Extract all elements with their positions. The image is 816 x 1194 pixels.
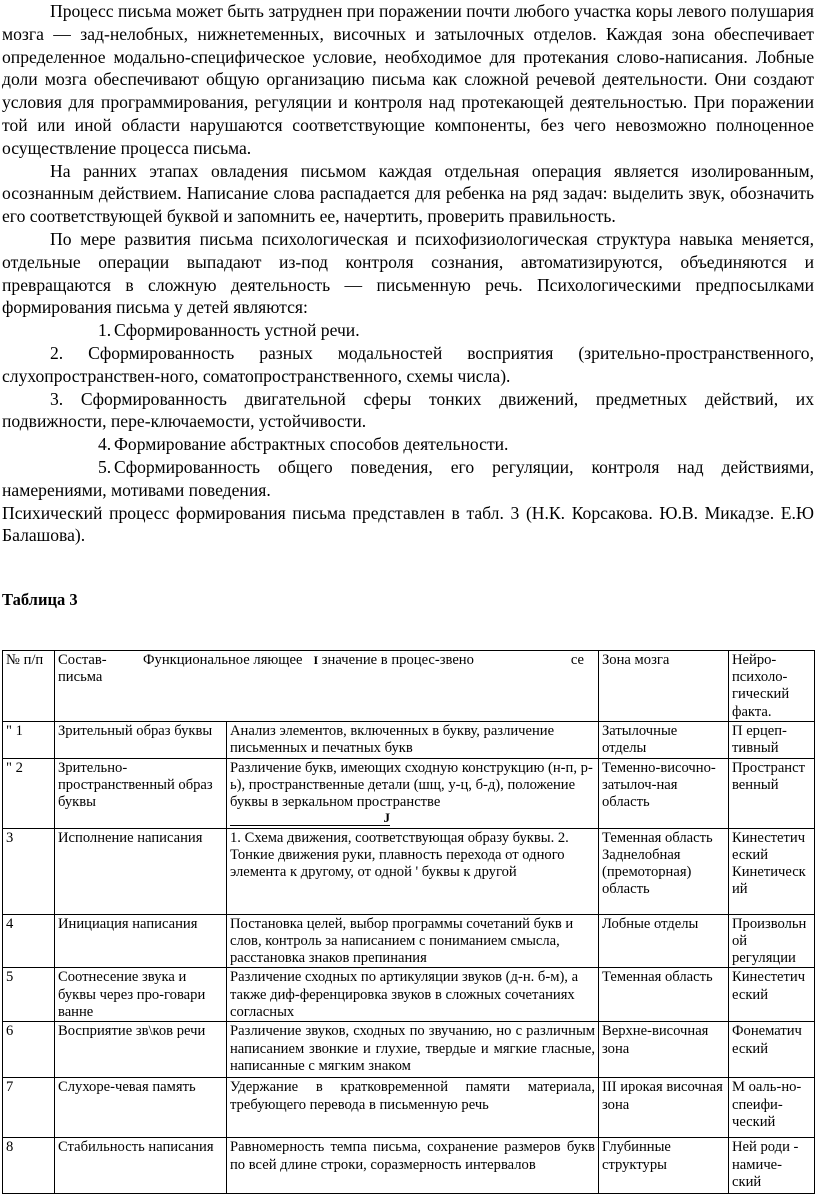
paragraph-4: Психический процесс формирования письма представлен в табл. 3 (Н.К. Корсакова. Ю.В. Микадзе. Е.Ю Балашова). (2, 502, 814, 546)
list-item: 1. Сформированность устной речи. (98, 320, 360, 341)
paragraph-3: По мере развития письма психологическая и психофизиологическая структура навыка меняется, отдельные операции выпадают из-под контроля сознания, автоматизируются, объединяются и превращаются в сложную деятельность — письменную речь. Психологическими предпосылками формирования письма у детей являются: (2, 228, 814, 318)
data-table (2, 650, 815, 1194)
table-row: 7 Слухоре-чевая память Удержание в кратковременной памяти материала, требующего перевода в письменную речь III ирокая височная зона М оаль-но-спеифи-ческий (3, 1078, 815, 1138)
table-row: " 1 Зрительный образ буквы Анализ элементов, включенных в букву, различение письменных и печатных букв Затылочные отделы П ерцеп-тивный (3, 721, 815, 758)
header-number: № п/п (3, 651, 55, 722)
table-header-row (3, 651, 815, 722)
table-row: 8 Стабильность написания Равномерность темпа письма, сохранение размеров букв по всей длине строки, соразмерность интервалов Глубинные структуры Ней роди - намиче-ский (3, 1138, 815, 1194)
list-item: 2. Сформированность разных модальностей восприятия (зрительно-пространственного, слухопространствен-ного, соматопространственного, схемы числа). (2, 342, 815, 386)
table-row: 4 Инициация написания Постановка целей, выбор программы сочетаний букв и слов, контроль за написанием с пониманием смысла, расстановка знаков препинания Лобные отделы Произвольн ой регуляции (3, 914, 815, 968)
table-row: 5 Соотнесение звука и буквы через про-говари ванне Различение сходных по артикуляции звуков (д-н. б-м), а также диф-ференцировка звуков в сложных сочетаниях согласных Теменная область Кинестетич еский (3, 968, 815, 1022)
paragraph-1: Процесс письма может быть затруднен при поражении почти любого участка коры левого полушария мозга — зад-нелобных, нижнетеменных, височных и затылочных отделов. Каждая зона обеспечивает определенное модально-специфическое условие, необходимое для протекания слово-написания. Лобные доли мозга обеспечивают общую организацию письма как сложной речевой деятельности. Они создают условия для программирования, регуляции и контроля над протекающей деятельностью. При поражении той или иной области нарушаются соответствующие компоненты, без чего невозможно полноценное осуществление процесса письма. (2, 1, 814, 158)
paragraph-2: На ранних этапах овладения письмом каждая отдельная операция является изолированным, осознанным действием. Написание слова распадается для ребенка на ряд задач: выделить звук, обозначить его соответствующей буквой и запомнить ее, начертить, проверить правильность. (2, 160, 814, 227)
header-zone: Зона мозга (599, 651, 729, 722)
list-item: 5. Сформированность общего поведения, его регуляции, контроля над действиями, намерениями, мотивами поведения. (2, 456, 814, 500)
list-item: 4. Формирование абстрактных способов деятельности. (98, 434, 509, 455)
document-page (0, 0, 816, 547)
list-item: 3. Сформированность двигательной сферы тонких движений, предметных действий, их подвижности, пере-ключаемости, устойчивости. (2, 388, 814, 432)
signature-mark: J (230, 811, 390, 826)
table-row: " 2 Зрительно-пространственный образ буквы Различение букв, имеющих сходную конструкцию (н-п, р-ь), пространственные детали (шщ, у-ц, б-д), положение буквы в зеркальном пространстве J Теменно-височно-затылоч-ная область Пространст венный (3, 758, 815, 828)
header-factor: Нейро-психоло-гический факта. (729, 651, 815, 722)
table-title: Таблица 3 (2, 590, 78, 609)
table-row: 6 Восприятие зв\ков речи Различение звуков, сходных по звучанию, но с различным написанием звонкие и глухие, твердые и мягкие гласные, написанные с мягким знаком Верхне-височная зона Фонематич еский (3, 1022, 815, 1078)
table-row: 3 Исполнение написания 1. Схема движения, соответствующая образу буквы. 2. Тонкие движения руки, плавность перехода от одного элемента к другому, от одной ' буквы к другой Теменная область Заднелобная (премоторная) область Кинестетич еский Кинетическ ий (3, 828, 815, 914)
header-component: Состав- Функциональное ляющее I значение в процес-звено се письма (55, 651, 599, 722)
